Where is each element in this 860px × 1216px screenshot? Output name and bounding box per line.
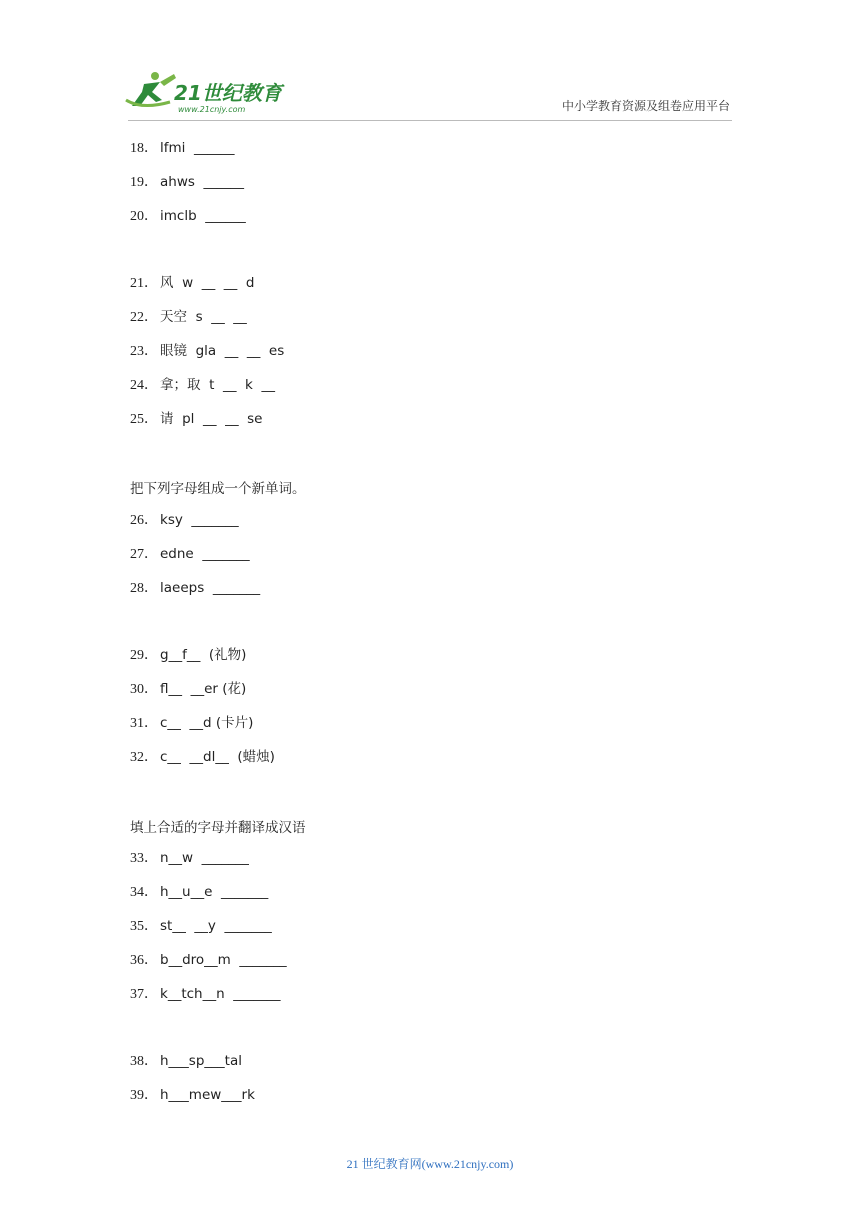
instruction-rearrange: 把下列字母组成一个新单词。 xyxy=(130,481,306,497)
question-number: 31． xyxy=(130,716,158,731)
question-text: 拿；取 t __ k __ xyxy=(160,377,275,393)
question-item xyxy=(130,411,263,428)
question-number: 20． xyxy=(130,209,158,224)
question-text: ahws ______ xyxy=(160,174,244,190)
question-number: 32． xyxy=(130,750,158,765)
question-number: 26． xyxy=(130,513,158,528)
question-text: c__ __dl__ (蜡烛) xyxy=(160,749,275,765)
question-item xyxy=(130,647,246,664)
question-item xyxy=(130,208,246,225)
question-number: 38． xyxy=(130,1054,158,1069)
svg-text:21世纪教育: 21世纪教育 xyxy=(174,81,282,105)
question-text: imclb ______ xyxy=(160,208,246,224)
question-item xyxy=(130,1053,242,1070)
question-item xyxy=(130,512,239,529)
question-number: 27． xyxy=(130,547,158,562)
question-number: 36． xyxy=(130,953,158,968)
page-header xyxy=(0,0,860,130)
question-number: 23． xyxy=(130,344,158,359)
question-number: 22． xyxy=(130,310,158,325)
site-name: 中小学教育资源及组卷应用平台 xyxy=(561,99,730,113)
question-number: 18． xyxy=(130,141,158,156)
question-number: 29． xyxy=(130,648,158,663)
question-number: 39． xyxy=(130,1088,158,1103)
question-text: laeeps _______ xyxy=(160,580,261,596)
question-number: 37． xyxy=(130,987,158,1002)
question-item xyxy=(130,275,254,292)
footer[interactable]: 21 世纪教育网(www.21cnjy.com) xyxy=(346,1157,514,1171)
question-text: g__f__ (礼物) xyxy=(160,647,247,663)
question-text: 眼镜 gla __ __ es xyxy=(160,343,285,359)
question-text: h__u__e _______ xyxy=(160,884,269,900)
question-item xyxy=(130,986,280,1003)
question-item xyxy=(130,580,260,597)
question-item xyxy=(130,884,268,901)
question-item xyxy=(130,715,253,732)
question-item xyxy=(130,1087,255,1104)
question-text: 天空 s __ __ xyxy=(160,309,247,325)
question-item xyxy=(130,343,284,360)
question-item xyxy=(130,952,287,969)
question-number: 34． xyxy=(130,885,158,900)
svg-text:www.21cnjy.com: www.21cnjy.com xyxy=(178,105,246,114)
question-number: 30． xyxy=(130,682,158,697)
question-item xyxy=(130,309,247,326)
question-number: 21． xyxy=(130,276,158,291)
question-item xyxy=(130,749,275,766)
question-text: edne _______ xyxy=(160,546,250,562)
question-number: 25． xyxy=(130,412,158,427)
question-item xyxy=(130,174,244,191)
question-text: h___sp___tal xyxy=(160,1053,242,1069)
question-number: 19． xyxy=(130,175,158,190)
question-text: st__ __y _______ xyxy=(160,918,272,934)
question-item xyxy=(130,546,250,563)
question-text: fl__ __er (花) xyxy=(160,681,247,697)
question-text: k__tch__n _______ xyxy=(160,986,281,1002)
question-item xyxy=(130,918,272,935)
question-item xyxy=(130,140,235,157)
question-text: b__dro__m _______ xyxy=(160,952,287,968)
question-text: 请 pl __ __ se xyxy=(160,411,263,427)
question-item xyxy=(130,377,275,394)
question-item xyxy=(130,681,246,698)
question-number: 28． xyxy=(130,581,158,596)
question-text: n__w _______ xyxy=(160,850,249,866)
question-text: ksy _______ xyxy=(160,512,239,528)
question-number: 24． xyxy=(130,378,158,393)
question-text: lfmi ______ xyxy=(160,140,235,156)
instruction-fill-translate: 填上合适的字母并翻译成汉语 xyxy=(130,820,306,836)
header-divider xyxy=(128,120,732,121)
question-number: 35． xyxy=(130,919,158,934)
logo-icon xyxy=(122,70,292,115)
question-item xyxy=(130,850,249,867)
question-text: h___mew___rk xyxy=(160,1087,255,1103)
question-text: c__ __d (卡片) xyxy=(160,715,254,731)
question-text: 风 w __ __ d xyxy=(160,275,255,291)
question-number: 33． xyxy=(130,851,158,866)
